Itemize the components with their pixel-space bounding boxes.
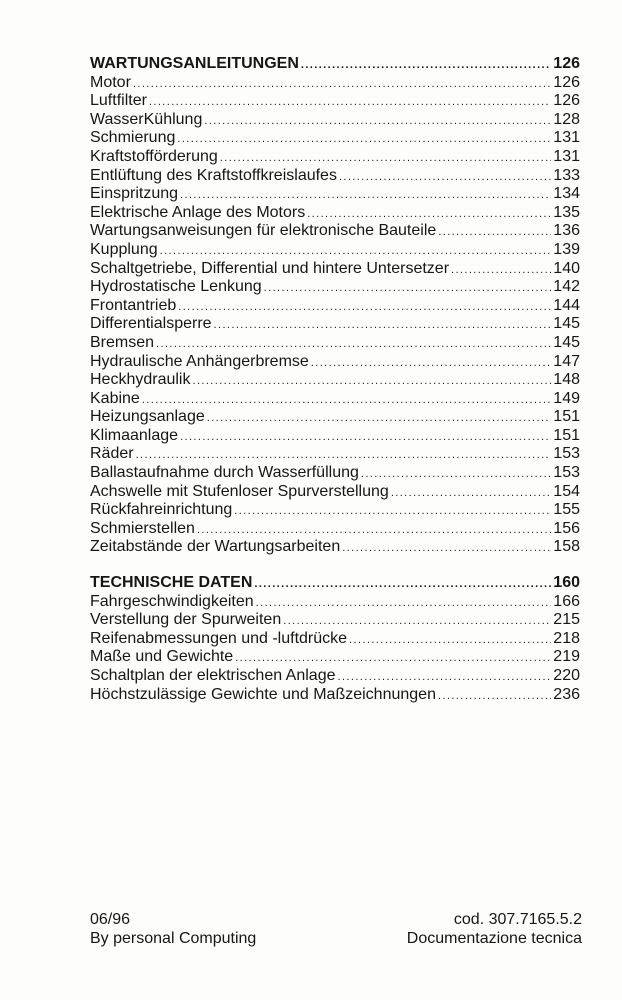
toc-entry-page: 135	[553, 203, 580, 221]
toc-entry[interactable]	[90, 371, 580, 390]
toc-entry-page: 148	[553, 371, 580, 389]
toc-dot-leader	[156, 335, 551, 354]
toc-entry-title: Differentialsperre	[90, 315, 212, 333]
toc-entry-page: 128	[553, 110, 580, 128]
toc-dot-leader	[307, 205, 551, 224]
toc-entry-page: 139	[553, 240, 580, 258]
toc-entry[interactable]	[90, 204, 580, 223]
toc-entry-title: Ballastaufnahme durch Wasserfüllung	[90, 464, 359, 482]
toc-dot-leader	[142, 391, 551, 410]
toc-entry[interactable]	[90, 686, 580, 705]
toc-entry-page: 136	[553, 222, 580, 240]
toc-entry-page: 166	[553, 592, 580, 610]
toc-entry-title: Fahrgeschwindigkeiten	[90, 592, 254, 610]
toc-entry-page: 153	[553, 445, 580, 463]
toc-entry-title: Reifenabmessungen und -luftdrücke	[90, 629, 348, 647]
toc-dot-leader	[160, 242, 552, 261]
toc-dot-leader	[192, 372, 551, 391]
toc-entry-page: 149	[553, 389, 580, 407]
toc-entry[interactable]	[90, 445, 580, 464]
toc-entry[interactable]	[90, 538, 580, 557]
toc-entry-title: Hydraulische Anhängerbremse	[90, 352, 309, 370]
toc-entry[interactable]	[90, 167, 580, 186]
toc-entry[interactable]	[90, 297, 580, 316]
toc-entry-title: Schmierung	[90, 129, 176, 147]
toc-entry-title: Luftfilter	[90, 92, 147, 110]
toc-entry-title: Kraftstofförderung	[90, 147, 218, 165]
footer-code: cod. 307.7165.5.2	[453, 911, 582, 928]
toc-entry-title: Kupplung	[90, 240, 158, 258]
toc-entry-page: 156	[553, 519, 580, 537]
toc-heading-title: WARTUNGSANLEITUNGEN	[90, 55, 299, 72]
toc-entry-page: 158	[553, 538, 580, 556]
toc-dot-leader	[149, 93, 551, 112]
toc-entry[interactable]	[90, 611, 580, 630]
toc-entry[interactable]	[90, 278, 580, 297]
toc-dot-leader	[342, 539, 551, 558]
toc-dot-leader	[204, 112, 551, 131]
toc-entry[interactable]	[90, 129, 580, 148]
toc-entry-title: Heizungsanlage	[90, 408, 205, 426]
toc-entry-page: 215	[553, 611, 580, 629]
toc-dot-leader	[301, 56, 551, 75]
footer-publisher: By personal Computing	[90, 929, 257, 947]
footer-doc-type: Documentazione tecnica	[406, 929, 582, 947]
toc-dot-leader	[283, 612, 551, 631]
toc-entry[interactable]	[90, 648, 580, 667]
toc-entry-title: Wartungsanweisungen für elektronische Bauteile	[90, 222, 437, 240]
toc-entry[interactable]	[90, 408, 580, 427]
toc-entry[interactable]	[90, 520, 580, 539]
toc-entry[interactable]	[90, 148, 580, 167]
toc-section-wartung	[90, 55, 580, 557]
toc-heading-page: 126	[553, 55, 580, 72]
toc-entry-title: Schaltplan der elektrischen Anlage	[90, 667, 336, 684]
toc-dot-leader	[264, 279, 552, 298]
toc-entry-title: Räder	[90, 445, 134, 463]
toc-entry[interactable]	[90, 315, 580, 334]
toc-dot-leader	[178, 298, 551, 317]
footer-left	[90, 911, 256, 948]
toc-entry-page: 133	[553, 166, 580, 184]
toc-entry-title: Entlüftung des Kraftstoffkreislaufes	[90, 166, 337, 184]
toc-heading-page: 160	[553, 574, 580, 592]
toc-entry[interactable]	[90, 464, 580, 483]
toc-dot-leader	[234, 502, 551, 521]
toc-entry-title: Bremsen	[90, 333, 155, 351]
toc-entry[interactable]	[90, 92, 580, 111]
toc-dot-leader	[235, 649, 551, 668]
toc-entry[interactable]	[90, 334, 580, 353]
toc-entry-title: Schaltgetriebe, Differential und hintere Untersetzer	[90, 259, 450, 277]
toc-entry-page: 126	[553, 73, 580, 91]
toc-dot-leader	[349, 631, 551, 650]
toc-entry-page: 154	[553, 482, 580, 500]
toc-entry-title: Klimaanlage	[90, 426, 179, 444]
toc-entry-page: 219	[553, 648, 580, 666]
toc-entry-title: Zeitabstände der Wartungsarbeiten	[90, 538, 341, 556]
footer-date: 06/96	[90, 911, 131, 928]
toc-dot-leader	[254, 575, 551, 594]
toc-entry-title: Rückfahreinrichtung	[90, 501, 233, 519]
toc-item-list	[90, 593, 580, 705]
toc-entry-page: 153	[553, 464, 580, 482]
toc-entry-page: 134	[553, 185, 580, 203]
toc-entry[interactable]	[90, 353, 580, 372]
toc-section-heading[interactable]	[90, 55, 580, 74]
toc-dot-leader	[338, 668, 552, 687]
toc-entry-title: Höchstzulässige Gewichte und Maßzeichnungen	[90, 685, 436, 703]
toc-dot-leader	[311, 354, 552, 373]
toc-dot-leader	[339, 168, 551, 187]
toc-dot-leader	[207, 409, 552, 428]
toc-entry-title: Hydrostatische Lenkung	[90, 278, 262, 296]
toc-entry-title: Schmierstellen	[90, 519, 195, 537]
toc-entry[interactable]	[90, 222, 580, 241]
toc-dot-leader	[256, 594, 552, 613]
toc-entry[interactable]	[90, 74, 580, 93]
toc-entry-page: 155	[553, 501, 580, 519]
toc-dot-leader	[136, 446, 552, 465]
toc-entry[interactable]	[90, 501, 580, 520]
toc-entry-page: 145	[553, 315, 580, 333]
toc-entry-page: 131	[553, 129, 580, 147]
toc-dot-leader	[438, 687, 551, 706]
toc-section-heading[interactable]	[90, 574, 580, 593]
toc-entry-page: 220	[553, 667, 580, 684]
toc-entry-title: Einspritzung	[90, 185, 179, 203]
toc-entry[interactable]	[90, 390, 580, 409]
toc-entry-page: 140	[553, 259, 580, 277]
toc-entry-page: 151	[553, 408, 580, 426]
toc-entry-page: 218	[553, 629, 580, 647]
toc-entry-page: 131	[553, 147, 580, 165]
toc-entry[interactable]	[90, 630, 580, 649]
toc-entry-title: Frontantrieb	[90, 296, 177, 314]
toc-dot-leader	[180, 186, 551, 205]
toc-dot-leader	[220, 149, 552, 168]
toc-dot-leader	[451, 261, 551, 280]
toc-entry[interactable]	[90, 483, 580, 502]
toc-entry[interactable]	[90, 111, 580, 130]
toc-entry-title: Maße und Gewichte	[90, 648, 234, 666]
footer-right	[407, 911, 582, 948]
toc-entry-title: WasserKühlung	[90, 110, 203, 128]
toc-dot-leader	[438, 223, 551, 242]
section-spacer	[90, 557, 580, 574]
toc-dot-leader	[214, 316, 552, 335]
toc-item-list	[90, 74, 580, 557]
toc-entry-title: Motor	[90, 73, 131, 91]
toc-dot-leader	[177, 130, 551, 149]
table-of-contents	[90, 55, 580, 704]
toc-entry[interactable]	[90, 667, 580, 686]
toc-entry[interactable]	[90, 241, 580, 260]
toc-entry-page: 145	[553, 333, 580, 351]
toc-dot-leader	[361, 465, 551, 484]
toc-entry[interactable]	[90, 260, 580, 279]
toc-entry-page: 147	[553, 352, 580, 370]
toc-entry-title: Elektrische Anlage des Motors	[90, 203, 306, 221]
toc-section-technische-daten	[90, 574, 580, 704]
toc-dot-leader	[180, 428, 551, 447]
toc-entry-page: 151	[553, 426, 580, 444]
toc-dot-leader	[391, 484, 551, 503]
toc-entry-title: Heckhydraulik	[90, 371, 191, 389]
toc-entry-title: Kabine	[90, 389, 140, 407]
toc-entry-title: Achswelle mit Stufenloser Spurverstellung	[90, 482, 389, 500]
toc-entry[interactable]	[90, 427, 580, 446]
toc-heading-title: TECHNISCHE DATEN	[90, 574, 253, 592]
toc-entry-page: 142	[553, 278, 580, 296]
toc-dot-leader	[197, 521, 551, 540]
toc-entry[interactable]	[90, 593, 580, 612]
toc-entry[interactable]	[90, 185, 580, 204]
toc-entry-page: 126	[553, 92, 580, 110]
toc-dot-leader	[133, 75, 551, 94]
toc-entry-page: 144	[553, 296, 580, 314]
toc-entry-page: 236	[553, 685, 580, 703]
toc-entry-title: Verstellung der Spurweiten	[90, 611, 282, 629]
